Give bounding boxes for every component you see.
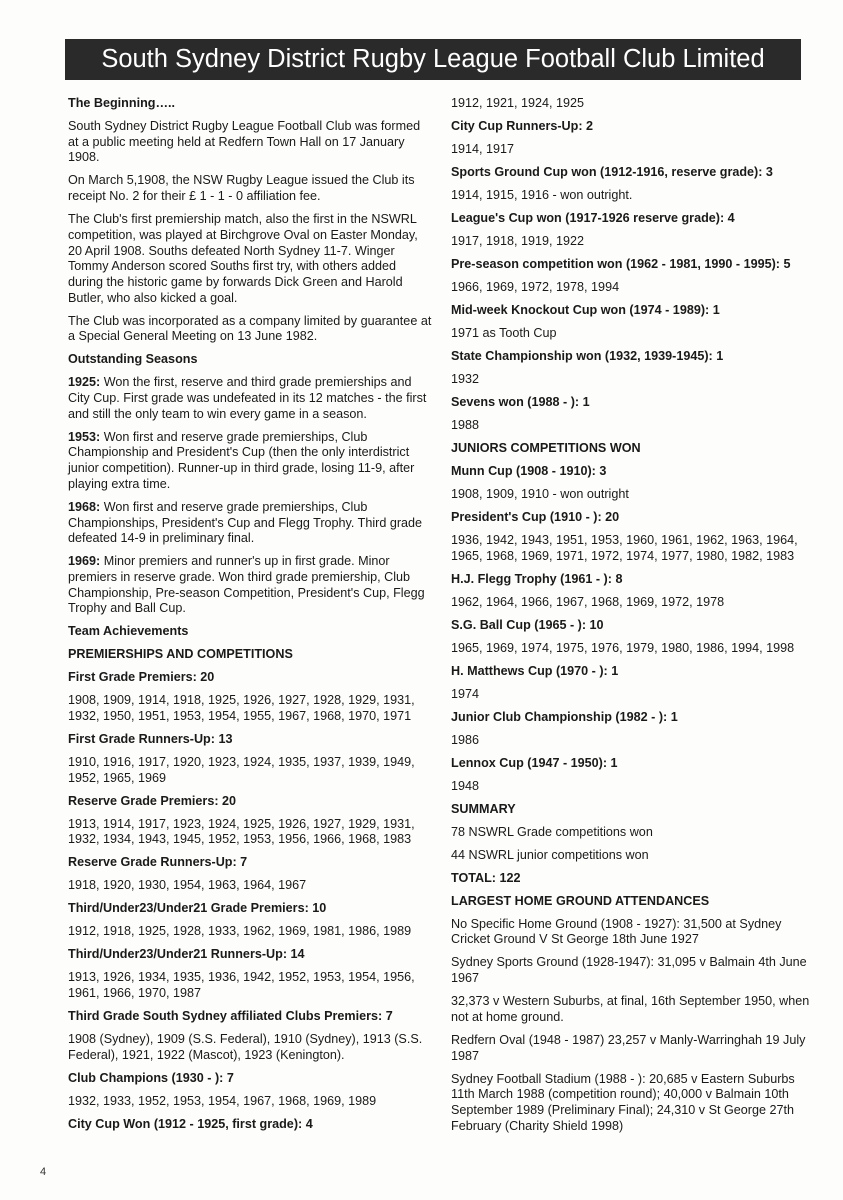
body-paragraph: 1917, 1918, 1919, 1922: [451, 234, 585, 248]
section-heading: S.G. Ball Cup (1965 - ): 10: [451, 617, 604, 632]
page-number: 4: [40, 1166, 47, 1178]
section-heading: SUMMARY: [451, 801, 516, 816]
section-heading: JUNIORS COMPETITIONS WON: [451, 441, 641, 455]
section-heading: Munn Cup (1908 - 1910): 3: [451, 464, 607, 478]
section-heading: City Cup Won (1912 - 1925, first grade): 4: [68, 1116, 313, 1131]
body-paragraph: 1962, 1964, 1966, 1967, 1968, 1969, 1972, 1978: [451, 594, 725, 609]
season-text: Minor premiers and runner's up in first grade. Minor premiers in reserve grade. Won third grade premiership, Club Championship, Pre-season Competition, President's Cup, Flegg Trophy and Ball Cup.: [68, 554, 425, 616]
body-paragraph: 1908 (Sydney), 1909 (S.S. Federal), 1910 (Sydney), 1913 (S.S. Federal), 1921, 1922 (Mascot), 1923 (Kenington).: [68, 1032, 423, 1062]
body-paragraph: 1908, 1909, 1910 - won outright: [451, 487, 629, 501]
section-heading: President's Cup (1910 - ): 20: [451, 510, 620, 524]
section-heading: Third Grade South Sydney affiliated Clubs Premiers: 7: [68, 1009, 393, 1024]
section-heading: H. Matthews Cup (1970 - ): 1: [451, 663, 619, 678]
section-heading: Pre-season competition won (1962 - 1981, 1990 - 1995): 5: [451, 257, 791, 271]
body-paragraph: 1913, 1914, 1917, 1923, 1924, 1925, 1926, 1927, 1929, 1931, 1932, 1934, 1943, 1945, 1952, 1953, 1956, 1966, 1968, 1983: [68, 816, 415, 847]
body-paragraph: 1910, 1916, 1917, 1920, 1923, 1924, 1935, 1937, 1939, 1949, 1952, 1965, 1969: [68, 755, 415, 785]
section-heading: State Championship won (1932, 1939-1945): 1: [451, 349, 724, 363]
page-title: South Sydney District Rugby League Football Club Limited: [65, 39, 801, 80]
body-paragraph: 1908, 1909, 1914, 1918, 1925, 1926, 1927, 1928, 1929, 1931, 1932, 1950, 1951, 1953, 1954, 1955, 1967, 1968, 1970, 1971: [68, 693, 415, 724]
body-paragraph: 1912, 1918, 1925, 1928, 1933, 1962, 1969, 1981, 1986, 1989: [68, 924, 412, 939]
body-paragraph: Redfern Oval (1948 - 1987) 23,257 v Manly-Warringhah 19 July 1987: [451, 1032, 806, 1063]
body-paragraph: The Club was incorporated as a company limited by guarantee at a Special General Meeting on 13 June 1982.: [68, 313, 432, 344]
season-text: Won the first, reserve and third grade premierships and City Cup. First grade was undefeated in its 12 matches - the first and still the only team to win every game in a season.: [68, 375, 427, 421]
section-heading: First Grade Runners-Up: 13: [68, 732, 233, 747]
season-year: 1953:: [68, 429, 101, 444]
section-heading: LARGEST HOME GROUND ATTENDANCES: [451, 893, 710, 908]
section-heading: Reserve Grade Runners-Up: 7: [68, 855, 248, 870]
right-column: [451, 96, 821, 1142]
body-paragraph: 1932: [451, 372, 480, 386]
body-paragraph: 1965, 1969, 1974, 1975, 1976, 1979, 1980, 1986, 1994, 1998: [451, 640, 795, 655]
body-paragraph: 32,373 v Western Suburbs, at final, 16th September 1950, when not at home ground.: [451, 994, 810, 1024]
section-heading: Outstanding Seasons: [68, 352, 198, 367]
body-paragraph: 1986: [451, 732, 480, 747]
section-heading: Club Champions (1930 - ): 7: [68, 1070, 234, 1085]
season-year: 1968:: [68, 499, 101, 514]
season-text: Won first and reserve grade premierships, Club Championship and President's Cup (then the only interdistrict junior competition). Runner-up in third grade, losing 11-9, after playing extra time.: [68, 429, 415, 491]
body-paragraph: 78 NSWRL Grade competitions won: [451, 824, 653, 839]
body-paragraph: 1948: [451, 778, 480, 793]
body-paragraph: 1966, 1969, 1972, 1978, 1994: [451, 280, 620, 294]
season-year: 1969:: [68, 554, 101, 569]
section-heading: Lennox Cup (1947 - 1950): 1: [451, 755, 618, 770]
season-paragraph: [68, 500, 434, 547]
season-paragraph: [68, 375, 434, 422]
body-paragraph: 1918, 1920, 1930, 1954, 1963, 1964, 1967: [68, 878, 307, 893]
left-column: [68, 96, 434, 1140]
body-paragraph: 1914, 1917: [451, 142, 515, 156]
body-paragraph: South Sydney District Rugby League Football Club was formed at a public meeting held at Redfern Town Hall on 17 January 1908.: [68, 119, 421, 165]
body-paragraph: 1974: [451, 686, 480, 701]
season-paragraph: [68, 430, 434, 493]
section-heading: Third/Under23/Under21 Grade Premiers: 10: [68, 901, 327, 916]
section-heading: H.J. Flegg Trophy (1961 - ): 8: [451, 571, 623, 586]
section-heading: Sports Ground Cup won (1912-1916, reserve grade): 3: [451, 165, 773, 179]
section-heading: City Cup Runners-Up: 2: [451, 119, 594, 133]
section-heading: League's Cup won (1917-1926 reserve grade): 4: [451, 211, 735, 225]
body-paragraph: 1971 as Tooth Cup: [451, 326, 557, 340]
body-paragraph: 1913, 1926, 1934, 1935, 1936, 1942, 1952, 1953, 1954, 1956, 1961, 1966, 1970, 1987: [68, 970, 415, 1001]
body-paragraph: 1988: [451, 418, 480, 432]
season-year: 1925:: [68, 375, 101, 390]
section-heading: Reserve Grade Premiers: 20: [68, 793, 237, 808]
section-heading: Mid-week Knockout Cup won (1974 - 1989): 1: [451, 303, 720, 317]
section-heading: Junior Club Championship (1982 - ): 1: [451, 709, 678, 724]
body-paragraph: On March 5,1908, the NSW Rugby League issued the Club its receipt No. 2 for their £ 1 - 1 - 0 affiliation fee.: [68, 173, 415, 204]
section-heading: Sevens won (1988 - ): 1: [451, 395, 590, 409]
body-paragraph: 1932, 1933, 1952, 1953, 1954, 1967, 1968, 1969, 1989: [68, 1093, 377, 1108]
body-paragraph: No Specific Home Ground (1908 - 1927): 31,500 at Sydney Cricket Ground V St George 18th June 1927: [451, 916, 782, 947]
section-heading: TOTAL: 122: [451, 870, 521, 885]
section-heading: The Beginning…..: [68, 96, 176, 110]
body-paragraph: 1912, 1921, 1924, 1925: [451, 96, 585, 110]
body-paragraph: 1914, 1915, 1916 - won outright.: [451, 188, 633, 202]
body-paragraph: 1936, 1942, 1943, 1951, 1953, 1960, 1961, 1962, 1963, 1964, 1965, 1968, 1969, 1971, 1972, 1974, 1977, 1980, 1982, 1983: [451, 533, 798, 563]
section-heading: PREMIERSHIPS AND COMPETITIONS: [68, 647, 293, 662]
body-paragraph: The Club's first premiership match, also the first in the NSWRL competition, was played at Birchgrove Oval on Easter Monday, 20 April 1908. Souths defeated North Sydney 11-7. Winger Tommy Anderson scored Souths first try, with others added during the historic game by forwards Dick Green and Harold Butler, who also kicked a goal.: [68, 212, 418, 305]
body-paragraph: 44 NSWRL junior competitions won: [451, 847, 649, 862]
section-heading: Third/Under23/Under21 Runners-Up: 14: [68, 947, 305, 962]
body-paragraph: Sydney Sports Ground (1928-1947): 31,095 v Balmain 4th June 1967: [451, 955, 807, 986]
section-heading: Team Achievements: [68, 624, 189, 639]
season-text: Won first and reserve grade premierships, Club Championships, President's Cup and Flegg Trophy. Third grade defeated 14-9 in preliminary final.: [68, 499, 423, 546]
season-paragraph: [68, 554, 434, 617]
body-paragraph: Sydney Football Stadium (1988 - ): 20,685 v Eastern Suburbs 11th March 1988 (competition round); 40,000 v Balmain 10th September 1989 (Preliminary Final); 24,310 v St George 27th February (Charity Shield 1998): [451, 1071, 795, 1133]
section-heading: First Grade Premiers: 20: [68, 670, 215, 685]
